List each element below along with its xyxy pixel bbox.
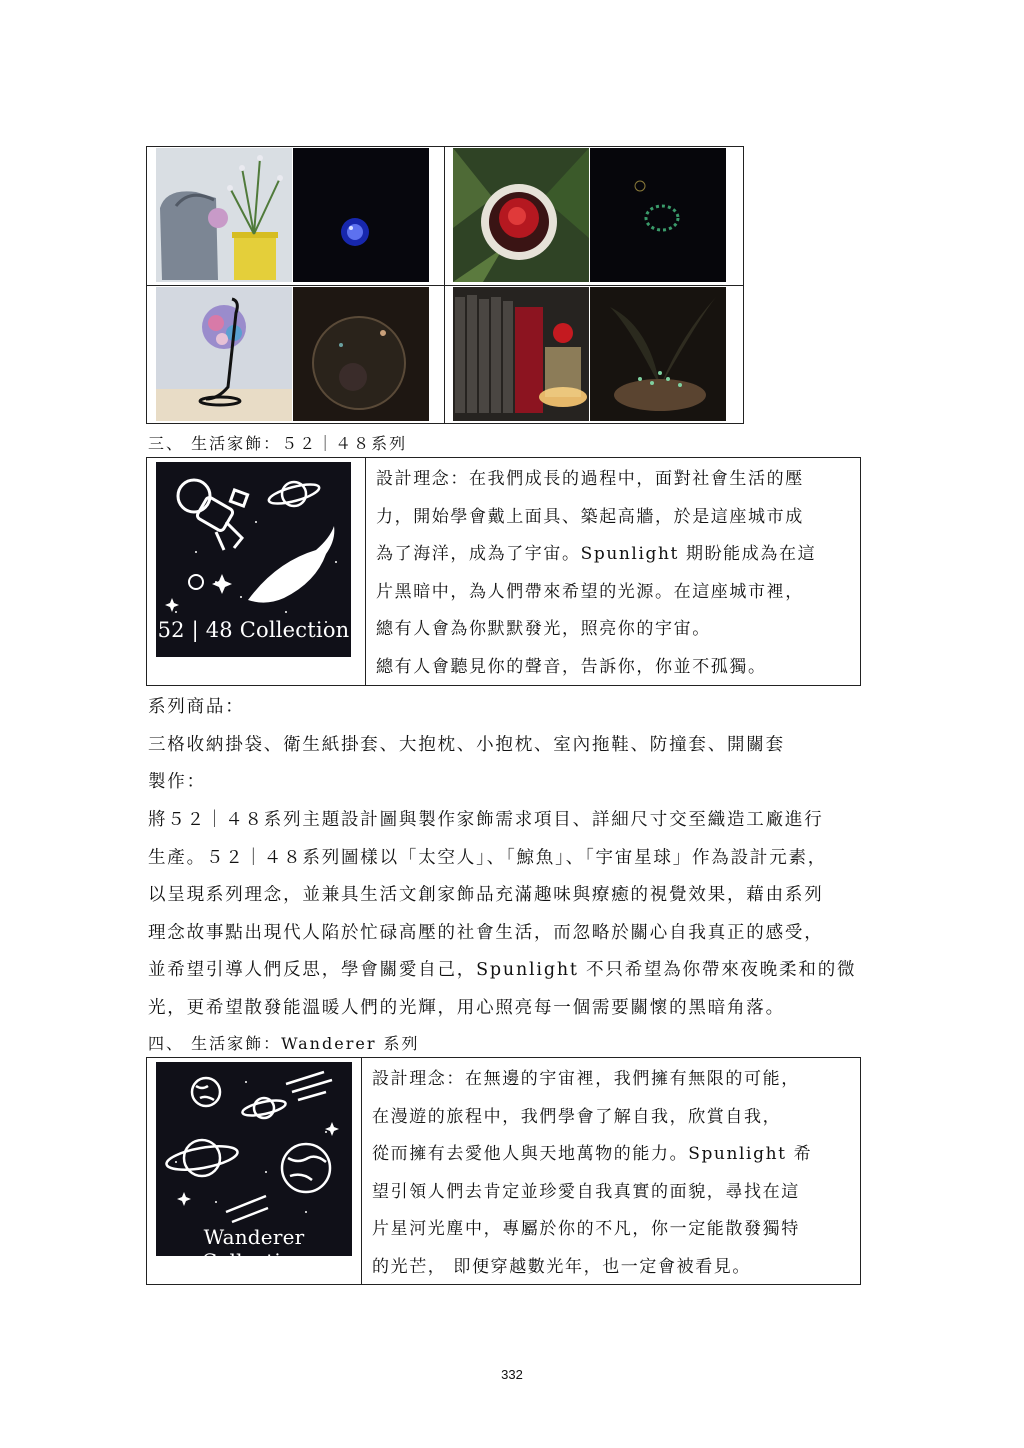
photo-glow-ring-dark <box>590 148 726 282</box>
section4-heading: 四、 生活家飾：Wanderer 系列 <box>148 1034 420 1053</box>
concept-line: 總有人會聽見你的聲音，告訴你，你並不孤獨。 <box>376 656 767 677</box>
concept-box-divider <box>361 1058 362 1284</box>
concept-line: 片星河光塵中，專屬於你的不凡，你一定能散發獨特 <box>372 1219 800 1239</box>
production-line: 生產。５２｜４８系列圖樣以「太空人」、「鯨魚」、「宇宙星球」作為設計元素， <box>148 848 828 868</box>
concept-line: 從而擁有去愛他人與天地萬物的能力。Spunlight 希 <box>372 1144 813 1164</box>
concept-line: 設計理念：在我們成長的過程中，面對社會生活的壓 <box>376 469 804 489</box>
concept-line: 總有人會為你默默發光，照亮你的宇宙。 <box>376 619 711 639</box>
grid-divider-horizontal <box>147 285 743 286</box>
concept-line: 力，開始學會戴上面具、築起高牆，於是這座城市成 <box>376 506 804 527</box>
products-text: 三格收納掛袋、衛生紙掛套、大抱枕、小抱枕、室內拖鞋、防撞套、開關套 <box>148 735 785 755</box>
concept-box-divider <box>365 458 366 685</box>
photo-glass-globe-dark <box>293 287 429 421</box>
section3-heading: 三、 生活家飾：５２｜４８系列 <box>148 434 408 453</box>
page-number: 332 <box>501 1367 523 1382</box>
section4-logo-title: Wanderer Collection <box>201 1225 307 1273</box>
concept-line: 設計理念：在無邊的宇宙裡，我們擁有無限的可能， <box>372 1069 800 1089</box>
concept-line: 望引領人們去肯定並珍愛自我真實的面貌，尋找在這 <box>372 1181 800 1202</box>
photo-plant-glow-dark <box>590 287 726 421</box>
photo-rose-dome-light <box>453 148 589 282</box>
section3-logo-title: 52 | 48 Collection <box>157 618 350 642</box>
production-line: 光，更希望散發能溫暖人們的光輝，用心照亮每一個需要關懷的黑暗角落。 <box>148 998 785 1018</box>
production-line: 理念故事點出現代人陷於忙碌高壓的社會生活，而忽略於關心自我真正的感受， <box>148 923 824 943</box>
production-line: 以呈現系列理念，並兼具生活文創家飾品充滿趣味與療癒的視覺效果，藉由系列 <box>148 885 824 905</box>
section4-concept-text <box>372 1061 812 1286</box>
section4-logo-card <box>156 1062 352 1273</box>
concept-line: 為了海洋，成為了宇宙。Spunlight 期盼能成為在這 <box>376 544 817 564</box>
section3-logo-card <box>156 462 351 657</box>
production-line: 將５２｜４８系列主題設計圖與製作家飾需求項目、詳細尺寸交至織造工廠進行 <box>148 810 824 830</box>
section3-concept-text <box>376 461 816 686</box>
photo-glow-ball-dark <box>293 148 429 282</box>
concept-line: 的光芒， 即便穿越數光年，也一定會被看見。 <box>372 1256 752 1277</box>
concept-line: 片黑暗中，為人們帶來希望的光源。在這座城市裡， <box>376 581 804 602</box>
products-label: 系列商品： <box>148 697 245 717</box>
photo-bag-plant-light <box>156 148 292 282</box>
production-line: 並希望引導人們反思，學會關愛自己，Spunlight 不只希望為你帶來夜晚柔和的微 <box>148 960 857 980</box>
concept-line: 在漫遊的旅程中，我們學會了解自我，欣賞自我， <box>372 1106 782 1127</box>
product-photo-grid <box>146 146 744 424</box>
photo-books-rose-light <box>453 287 589 421</box>
production-label: 製作： <box>148 772 206 792</box>
section4-concept-box <box>146 1057 861 1285</box>
photo-flower-ball-stand-light <box>156 287 292 421</box>
section3-concept-box <box>146 457 861 686</box>
